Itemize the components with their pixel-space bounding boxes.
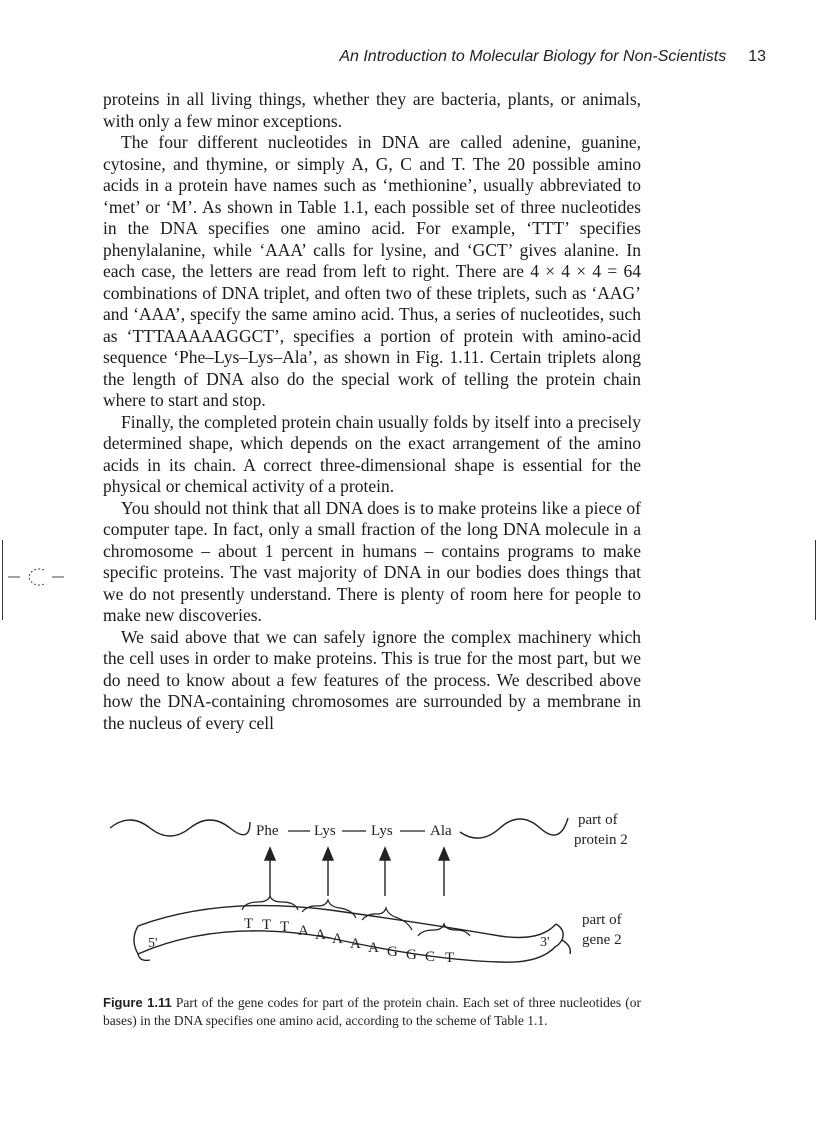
nucleotide: T	[280, 919, 290, 935]
amino-acid-phe: Phe	[256, 823, 279, 839]
running-title: An Introduction to Molecular Biology for Non-Scientists	[339, 48, 727, 65]
arrow-up-icon	[439, 848, 449, 860]
nucleotide: T	[262, 917, 272, 933]
nucleotide: A	[368, 940, 379, 956]
paragraph-5: We said above that we can safely ignore the complex machinery which the cell uses in order to make proteins. This is true for the most part, but we do need to know about a few features of the process. We described above how the DNA-containing chromosomes are surrounded by a membrane in the nucleus of every cell	[103, 626, 641, 733]
caption-label: Figure 1.11	[103, 995, 172, 1010]
protein-chain-left	[110, 820, 250, 836]
nucleotide: G	[406, 947, 417, 963]
nucleotide: T	[244, 916, 254, 932]
nucleotide: A	[315, 927, 326, 943]
body-text	[103, 89, 641, 734]
three-prime-label: 3'	[540, 935, 550, 950]
running-header	[100, 48, 766, 66]
page-number: 13	[748, 48, 766, 65]
caption-text: Part of the gene codes for part of the protein chain. Each set of three nucleotides (or bases) in the DNA specifies one amino acid, according to the scheme of Table 1.1.	[103, 995, 642, 1028]
amino-acid-lys-1: Lys	[314, 823, 336, 839]
dna-strand	[134, 906, 570, 963]
codon-braces	[242, 896, 470, 936]
registration-mark-icon	[8, 566, 68, 588]
amino-acid-lys-2: Lys	[371, 823, 393, 839]
arrow-up-icon	[380, 848, 390, 860]
nucleotide: T	[445, 950, 455, 966]
nucleotide: C	[425, 949, 436, 965]
protein-chain-right	[460, 818, 568, 838]
arrow-up-icon	[323, 848, 333, 860]
nucleotide: A	[332, 931, 343, 947]
amino-acid-ala: Ala	[430, 823, 452, 839]
arrow-up-icon	[265, 848, 275, 860]
figure-caption	[103, 994, 641, 1030]
paragraph-2: The four different nucleotides in DNA are called adenine, guanine, cytosine, and thymine, or simply A, G, C and T. The 20 possible amino acids in a protein have names such as ‘methionine’, usually abbreviated to ‘met’ or ‘M’. As shown in Table 1.1, each possible set of three nucleotides in the DNA specifies one amino acid. For example, ‘TTT’ specifies phenylalanine, while ‘AAA’ calls for lysine, and ‘GCT’ gives alanine. In each case, the letters are read from left to right. There are 4 × 4 × 4 = 64 combinations of DNA triplet, and often two of these triplets, such as ‘AAG’ and ‘AAA’, specify the same amino acid. Thus, a series of nucleotides, such as ‘TTTAAAAAGGCT’, specifies a portion of protein with amino-acid sequence ‘Phe–Lys–Lys–Ala’, as shown in Fig. 1.11. Certain triplets along the length of DNA also do the special work of telling the protein chain where to start and stop.	[103, 132, 641, 410]
nucleotide: G	[387, 944, 398, 960]
nucleotide: A	[298, 923, 309, 939]
paragraph-1: proteins in all living things, whether they are bacteria, plants, or animals, with only a few minor exceptions.	[103, 89, 641, 131]
paragraph-4: You should not think that all DNA does is to make proteins like a piece of computer tape. In fact, only a small fraction of the long DNA molecule in a chromosome – about 1 percent in humans – contains programs to make specific proteins. The vast majority of DNA in our bodies does things that we do not presently understand. There is plenty of room here for people to make new discoveries.	[103, 497, 641, 625]
left-margin-bar	[2, 540, 3, 620]
five-prime-label: 5'	[148, 936, 158, 951]
gene-label-line1: part of	[582, 912, 622, 928]
protein-label-line2: protein 2	[574, 832, 628, 848]
figure-1-11-diagram	[100, 800, 645, 980]
arrows-group	[265, 848, 449, 896]
paragraph-3: Finally, the completed protein chain usually folds by itself into a precisely determined shape, which depends on the exact arrangement of the amino acids in its chain. A correct three-dimensional shape is essential for the physical or chemical activity of a protein.	[103, 411, 641, 496]
gene-label-line2: gene 2	[582, 932, 622, 948]
nucleotide: A	[350, 936, 361, 952]
protein-label-line1: part of	[578, 812, 618, 828]
